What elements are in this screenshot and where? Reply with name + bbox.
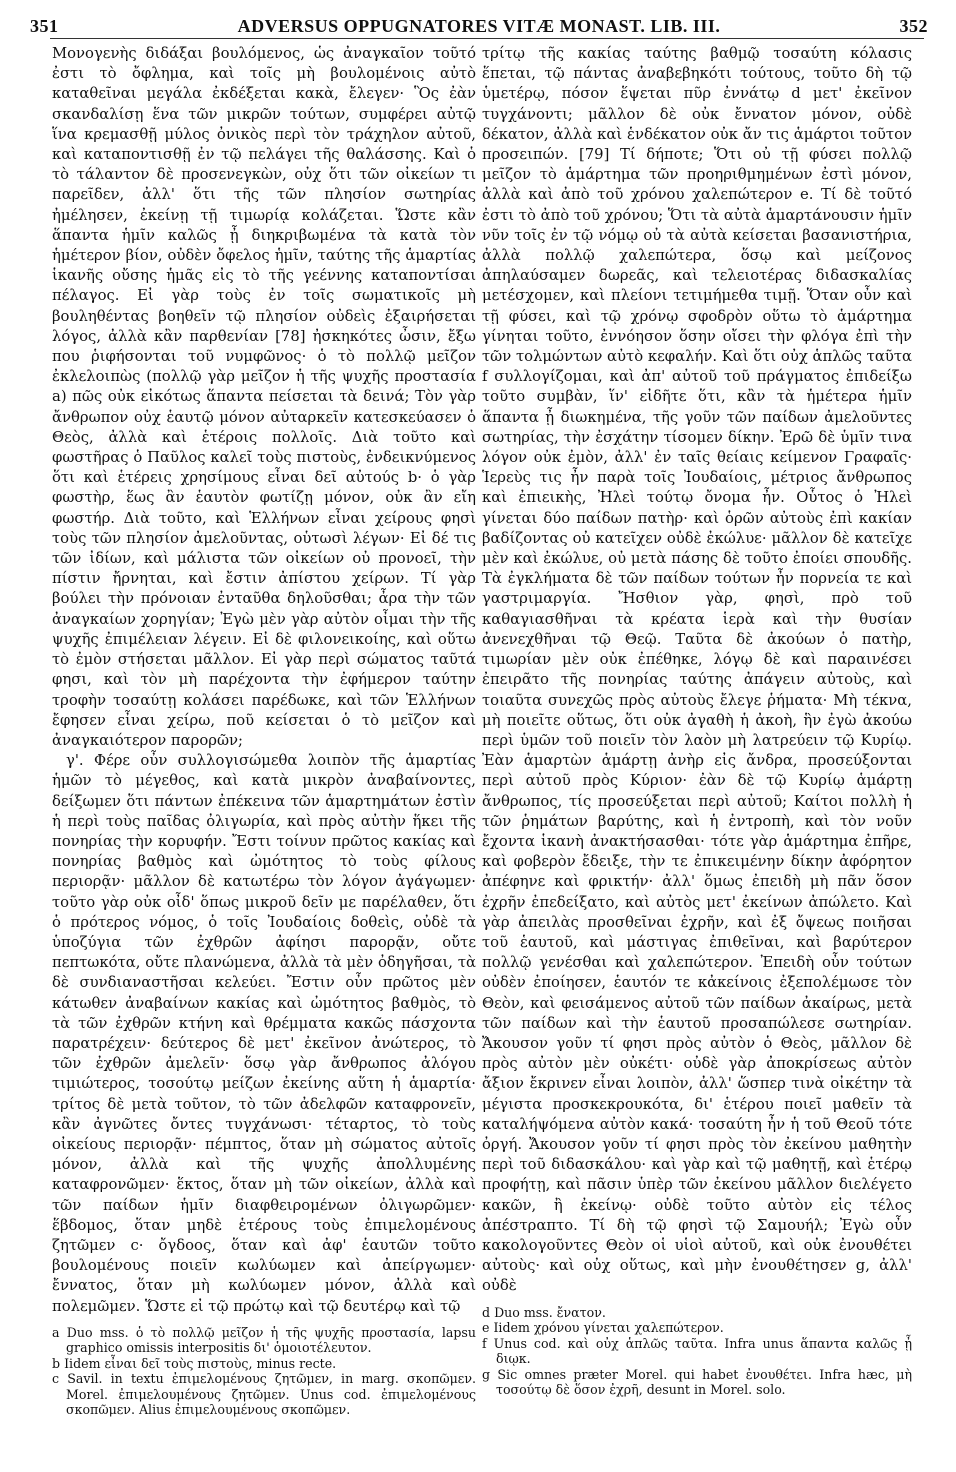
footnote-e: e Iidem χρόνου γίνεται χαλεπώτερον. — [482, 1320, 724, 1336]
right-footnotes — [482, 1305, 912, 1398]
footnote-a: a Duo mss. ὁ τὸ πολλῷ μεῖζον ἡ τῆς ψυχῆς προστασία, lapsu graphico omissis interpositis δι' ὁμοιοτέλευτον. — [52, 1324, 476, 1356]
right-column — [482, 44, 912, 1398]
header-rule — [50, 38, 924, 39]
left-footnotes — [52, 1325, 476, 1418]
page-header — [30, 14, 928, 40]
footnote-d: d Duo mss. ἔνατον. — [482, 1304, 606, 1320]
left-paragraph-1: Μονογενὴς διδάξαι βουλόμενος, ὡς ἀναγκαῖον τοῦτό ἐστι τὸ ὄφλημα, καὶ τοῖς μὴ βουλομένοις αὐτὸ καταθεῖναι μεγάλα ἐκδέξεται κακὰ, ἔλεγεν· Ὃς ἐὰν σκανδαλίσῃ ἕνα τῶν μικρῶν τούτων, συμφέρει αὐτῷ ἵνα κρεμασθῇ μύλος ὀνικὸς περὶ τὸν τράχηλον αὐτοῦ, καὶ καταποντισθῇ ἐν τῷ πελάγει τῆς θαλάσσης. Καὶ ὁ τὸ τάλαντον δὲ προσενεγκὼν, οὐχ ὅτι τῶν οἰκείων τι παρεῖδεν, ἀλλ' ὅτι τῆς τῶν πλησίον σωτηρίας ἠμέλησεν, ἐκείνῃ τῇ τιμωρίᾳ κολάζεται. Ὥστε κἂν ἅπαντα ἡμῖν καλῶς ᾖ διηκριβωμένα τὰ κατὰ τὸν ἡμέτερον βίον, οὐδὲν ὄφελος ἡμῖν, ταύτης τῆς ἁμαρτίας ἱκανῆς οὔσης ἡμᾶς εἰς τὸ τῆς γεέννης καταποντίσαι πέλαγος. Εἰ γὰρ τοὺς ἐν τοῖς σωματικοῖς μὴ βουληθέντας βοηθεῖν τῷ πλησίον οὐδεὶς ἐξαιρήσεται λόγος, ἀλλὰ κἂν παρθενίαν [78] ἠσκηκότες ὦσιν, ἔξω που ῥιφήσονται τοῦ νυμφῶνος· ὁ τὸ πολλῷ μεῖζον ἐκλελοιπὼς (πολλῷ γὰρ μεῖζον ἡ τῆς ψυχῆς προστασία a) πῶς οὐκ εἰκότως ἅπαντα πείσεται τὰ δεινά; Τὸν γὰρ ἄνθρωπον οὐχ ἑαυτῷ μόνον αὐταρκεῖν κατεσκεύασεν ὁ Θεὸς, ἀλλὰ καὶ ἑτέροις πολλοῖς. Διὰ τοῦτο καὶ φωστῆρας ὁ Παῦλος καλεῖ τοὺς πιστοὺς, ἐνδεικνύμενος ὅτι καὶ ἑτέρεις χρησίμους εἶναι δεῖ αὐτούς b· ὁ γὰρ φωστὴρ, ἕως ἂν ἑαυτὸν φωτίζῃ μόνον, οὐκ ἂν εἴη φωστήρ. Διὰ τοῦτο, καὶ Ἑλλήνων εἶναι χείρους φησὶ τοὺς τῶν πλησίον ἀμελοῦντας, οὑτωσὶ λέγων· Εἰ δέ τις τῶν ἰδίων, καὶ μάλιστα τῶν οἰκείων οὐ προνοεῖ, τὴν πίστιν ἤρνηται, καὶ ἔστιν ἀπίστου χείρων. Τί γὰρ βούλει τὴν πρόνοιαν ἐνταῦθα δηλοῦσθαι; ἆρα τὴν τῶν ἀναγκαίων χορηγίαν; Ἐγὼ μὲν γὰρ αὐτὸν οἶμαι τὴν τῆς ψυχῆς ἐπιμέλειαν λέγειν. Εἰ δὲ φιλονεικοίης, καὶ οὕτω τὸ ἐμὸν στήσεται μᾶλλον. Εἰ γὰρ περὶ σώματος ταῦτά φησι, καὶ τὸν μὴ παρέχοντα τὴν ἐφήμερον ταύτην τροφὴν τοσαύτῃ κολάσει παρέδωκε, καὶ τῶν Ἑλλήνων ἔφησεν εἶναι χείρω, ποῦ κείσεται ὁ τὸ μεῖζον καὶ ἀναγκαιότερον παρορῶν; — [52, 45, 476, 749]
page-number-left: 351 — [30, 16, 59, 36]
footnote-g: g Sic omnes præter Morel. qui habet ἐνουθέτει. Infra hæc, μὴ τοσούτῳ δὲ ὅσον ἐχρῆ, desunt in Morel. solo. — [482, 1366, 912, 1398]
footnote-b: b Iidem εἶναι δεῖ τοὺς πιστοὺς, minus recte. — [52, 1355, 337, 1371]
footnote-c: c Savil. in textu ἐπιμελομένους ζητῶμεν, in marg. σκοπῶμεν. Morel. ἐπιμελουμένους ζητῶμεν. Unus cod. ἐπιμελομένους σκοπῶμεν. Alius ἐπιμελουμένους σκοπῶμεν. — [52, 1371, 476, 1418]
footnote-f: f Unus cod. καὶ οὐχ ἁπλῶς ταῦτα. Infra unus ἅπαντα καλῶς ᾖ διῳκ. — [482, 1335, 912, 1367]
page-number-right: 352 — [899, 16, 928, 36]
running-title: ADVERSUS OPPUGNATORES VITÆ MONAST. LIB. III. — [237, 16, 721, 36]
left-column — [52, 44, 476, 1418]
left-paragraph-2: γ'. Φέρε οὖν συλλογισώμεθα λοιπὸν τῆς ἁμαρτίας ἡμῶν τὸ μέγεθος, καὶ κατὰ μικρὸν ἀναβαίνοντες, δείξωμεν ὅτι πάντων ἐπέκεινα τῶν ἁμαρτημάτων ἐστὶν ἡ περὶ τοὺς παῖδας ὀλιγωρία, καὶ πρὸς αὐτὴν ἥκει τῆς πονηρίας τὴν κορυφήν. Ἔστι τοίνυν πρῶτος κακίας καὶ πονηρίας βαθμὸς καὶ ὠμότητος τὸ τοὺς φίλους περιορᾷν· μᾶλλον δὲ κατωτέρω τὸν λόγον ἀγάγωμεν· τοῦτο γὰρ οὐκ οἶδ' ὅπως μικροῦ δεῖν με παρέλαθεν, ὅτι ὁ πρότερος νόμος, ὁ τοῖς Ἰουδαίοις δοθεὶς, οὐδὲ τὰ ὑποζύγια τῶν ἐχθρῶν ἀφίησι παρορᾷν, οὔτε πεπτωκότα, οὔτε πλανώμενα, ἀλλὰ τὰ μὲν ὀδηγῆσαι, τὰ δὲ συνδιαναστῆσαι κελεύει. Ἔστιν οὖν πρῶτος μὲν κάτωθεν ἀναβαίνων κακίας καὶ ὠμότητος βαθμὸς, τὸ τὰ τῶν ἐχθρῶν κτήνη καὶ θρέμματα κακῶς πάσχοντα παρατρέχειν· δεύτερος δὲ μετ' ἐκεῖνον ἀνώτερος, τὸ τῶν ἐχθρῶν ἀμελεῖν· ὅσῳ γὰρ ἄνθρωπος ἀλόγου τιμιώτερος, τοσούτῳ μείζων ἐκείνης αὕτη ἡ ἁμαρτία· τρίτος δὲ μετὰ τοῦτον, τὸ τῶν ἀδελφῶν καταφρονεῖν, κἂν ἀγνῶτες ὄντες τυγχάνωσι· τέταρτος, τὸ τοὺς οἰκείους περιορᾷν· πέμπτος, ὅταν μὴ σώματος αὐτοῖς μόνον, ἀλλὰ καὶ τῆς ψυχῆς ἀπολλυμένης καταφρονῶμεν· ἕκτος, ὅταν μὴ τῶν οἰκείων, ἀλλὰ καὶ τῶν παίδων ἡμῖν διαφθειρομένων ὀλιγωρῶμεν· ἕβδομος, ὅταν μηδὲ ἑτέρους τοὺς ἐπιμελομένους ζητῶμεν c· ὄγδοος, ὅταν καὶ ἀφ' ἑαυτῶν τοῦτο βουλομένους ποιεῖν κωλύωμεν καὶ ἀπείργωμεν· ἔννατος, ὅταν μὴ κωλύωμεν μόνον, ἀλλὰ καὶ πολεμῶμεν. Ὥστε εἰ τῷ πρώτῳ καὶ τῷ δευτέρῳ καὶ τῷ — [52, 752, 476, 1315]
right-paragraph-1: τρίτῳ τῆς κακίας ταύτης βαθμῷ τοσαύτη κόλασις ἕπεται, τῷ πάντας ἀναβεβηκότι τούτους, τοῦτο δὴ τῷ ὑμετέρῳ, πόσον ἕψεται πῦρ ἐννάτῳ d μετ' ἐκεῖνον τυγχάνοντι; μᾶλλον δὲ οὐκ ἔννατον μόνον, οὐδὲ δέκατον, ἀλλὰ καὶ ἑνδέκατον οὐκ ἄν τις ἁμάρτοι τοῦτον προσειπών. [79] Τί δήποτε; Ὅτι οὐ τῇ φύσει πολλῷ μεῖζον τὸ ἁμάρτημα τῶν προηριθμημένων ἐστὶ μόνον, ἀλλὰ καὶ ἀπὸ τοῦ χρόνου χαλεπώτερον e. Τί δὲ τοῦτό ἐστι τὸ ἀπὸ τοῦ χρόνου; Ὅτι τὰ αὐτὰ ἁμαρτάνουσιν ἡμῖν νῦν τοῖς ἐν τῷ νόμῳ οὐ τὰ αὐτὰ κείσεται βασανιστήρια, ἀλλὰ πολλῷ χαλεπώτερα, ὅσῳ καὶ μείζονος ἀπηλαύσαμεν δωρεᾶς, καὶ τελειοτέρας διδασκαλίας μετέσχομεν, καὶ πλείονι τετιμήμεθα τιμῇ. Ὅταν οὖν καὶ τῇ φύσει, καὶ τῷ χρόνῳ σφοδρὸν οὕτω τὸ ἁμάρτημα γίνηται τοῦτο, ἐννόησον ὅσην οἴσει τὴν φλόγα ἐπὶ τὴν τῶν τολμώντων αὐτὸ κεφαλήν. Καὶ ὅτι οὐχ ἁπλῶς ταῦτα f συλλογίζομαι, καὶ ἀπ' αὐτοῦ τοῦ πράγματος ἐπιδείξω τοῦτο συμβὰν, ἵν' εἰδῆτε ὅτι, κἂν τὰ ἡμέτερα ἡμῖν ἅπαντα ᾖ διωκημένα, τῆς γοῦν τῶν παίδων ἀμελοῦντες σωτηρίας, τὴν ἐσχάτην τίσομεν δίκην. Ἐρῶ δὲ ὑμῖν τινα λόγον οὐκ ἐμὸν, ἀλλ' ἐν ταῖς θείαις κείμενον Γραφαῖς· Ἱερεὺς τις ἦν παρὰ τοῖς Ἰουδαίοις, μέτριος ἄνθρωπος καὶ ἐπιεικὴς, Ἠλεὶ τούτῳ ὄνομα ἦν. Οὗτος ὁ Ἠλεὶ γίνεται δύο παίδων πατὴρ· καὶ ὁρῶν αὐτοὺς ἐπὶ κακίαν βαδίζοντας οὐ κατεῖχεν οὐδὲ ἐκώλυε· μᾶλλον δὲ κατεῖχε μὲν καὶ ἐκώλυε, οὐ μετὰ πάσης δὲ τοῦτο ἐποίει σπουδῆς. Τὰ ἐγκλήματα δὲ τῶν παίδων τούτων ἦν πορνεία τε καὶ γαστριμαργία. Ἤσθιον γὰρ, φησὶ, πρὸ τοῦ καθαγιασθῆναι τὰ κρέατα ἱερὰ καὶ τὴν θυσίαν ἀνενεχθῆναι τῷ Θεῷ. Ταῦτα δὲ ἀκούων ὁ πατὴρ, τιμωρίαν μὲν οὐκ ἐπέθηκε, λόγῳ δὲ καὶ παραινέσει ἐπειρᾶτο τῆς πονηρίας ταύτης ἀπάγειν αὐτοὺς, καὶ τοιαῦτα συνεχῶς πρὸς αὐτοὺς ἔλεγε ῥήματα· Μὴ τέκνα, μὴ ποιεῖτε οὕτως, ὅτι οὐκ ἀγαθὴ ἡ ἀκοὴ, ἣν ἐγὼ ἀκούω περὶ ὑμῶν τοῦ ποιεῖν τὸν λαὸν μὴ λατρεύειν τῷ Κυρίῳ. Ἐὰν ἁμαρτὼν ἁμάρτῃ ἀνὴρ εἰς ἄνδρα, προσεύξονται περὶ αὐτοῦ πρὸς Κύριον· ἐὰν δὲ τῷ Κυρίῳ ἁμάρτῃ ἄνθρωπος, τίς προσεύξεται περὶ αὐτοῦ; Καίτοι πολλὴ ἡ τῶν ῥημάτων βαρύτης, καὶ ἡ ἐντροπὴ, καὶ τὸν νοῦν ἔχοντα ἱκανὴ ἀνακτήσασθαι· τότε γὰρ ἁμάρτημα ἐπῆρε, καὶ φοβερὸν ἔδειξε, τὴν τε ἐπικειμένην δίκην ἀφόρητον ἀπέφηνε καὶ φρικτήν· ἀλλ' ὅμως ἐπειδὴ μὴ πᾶν ὅσον ἐχρῆν ἐπεδείξατο, καὶ αὐτὸς μετ' ἐκείνων ἀπώλετο. Καὶ γὰρ ἀπειλὰς προσθεῖναι ἐχρῆν, καὶ ἐξ ὄψεως ποιῆσαι τοῦ ἑαυτοῦ, καὶ μάστιγας ἐπιθεῖναι, καὶ βαρύτερον πολλῷ γενέσθαι καὶ χαλεπώτερον. Ἐπειδὴ οὖν τούτων οὐδὲν ἐποίησεν, ἑαυτόν τε κἀκείνοις ἐξεπολέμωσε τὸν Θεὸν, καὶ φεισάμενος αὐτοῦ τῶν παίδων ἀκαίρως, μετὰ τῶν παίδων καὶ τὴν ἑαυτοῦ προσαπώλεσε σωτηρίαν. Ἄκουσον γοῦν τί φησι πρὸς αὐτὸν ὁ Θεὸς, μᾶλλον δὲ πρὸς αὐτὸν μὲν οὐκέτι· οὐδὲ γὰρ ἀποκρίσεως αὐτὸν ἄξιον ἔκρινεν εἶναι λοιπὸν, ἀλλ' ὥσπερ τινὰ οἰκέτην τὰ μέγιστα προσκεκρουκότα, δι' ἑτέρου ποιεῖ μαθεῖν τὰ καταλήψόμενα αὐτὸν κακά· τοσαύτη ἦν ἡ τοῦ Θεοῦ τότε ὀργή. Ἄκουσον γοῦν τί φησι πρὸς τὸν ἐκείνου μαθητὴν περὶ τοῦ διδασκάλου· καὶ γὰρ καὶ τῷ μαθητῇ, καὶ ἑτέρῳ προφήτῃ, καὶ πᾶσιν ὑπὲρ τῶν ἐκείνου μᾶλλον διελέγετο κακῶν, ἢ ἐκείνῳ· οὐδὲ τοῦτο αὐτὸν εἰς τέλος ἀπέστραπτο. Τί δὴ τῷ φησὶ τῷ Σαμουήλ; Ἐγὼ οὖν κακολογοῦντες Θεὸν οἱ υἱοὶ αὐτοῦ, καὶ οὐκ ἐνουθέτει αὐτοὺς· καὶ οὐχ οὕτως, καὶ μὴν ἐνουθέτησεν g, ἀλλ' οὐδὲ — [482, 45, 912, 1295]
